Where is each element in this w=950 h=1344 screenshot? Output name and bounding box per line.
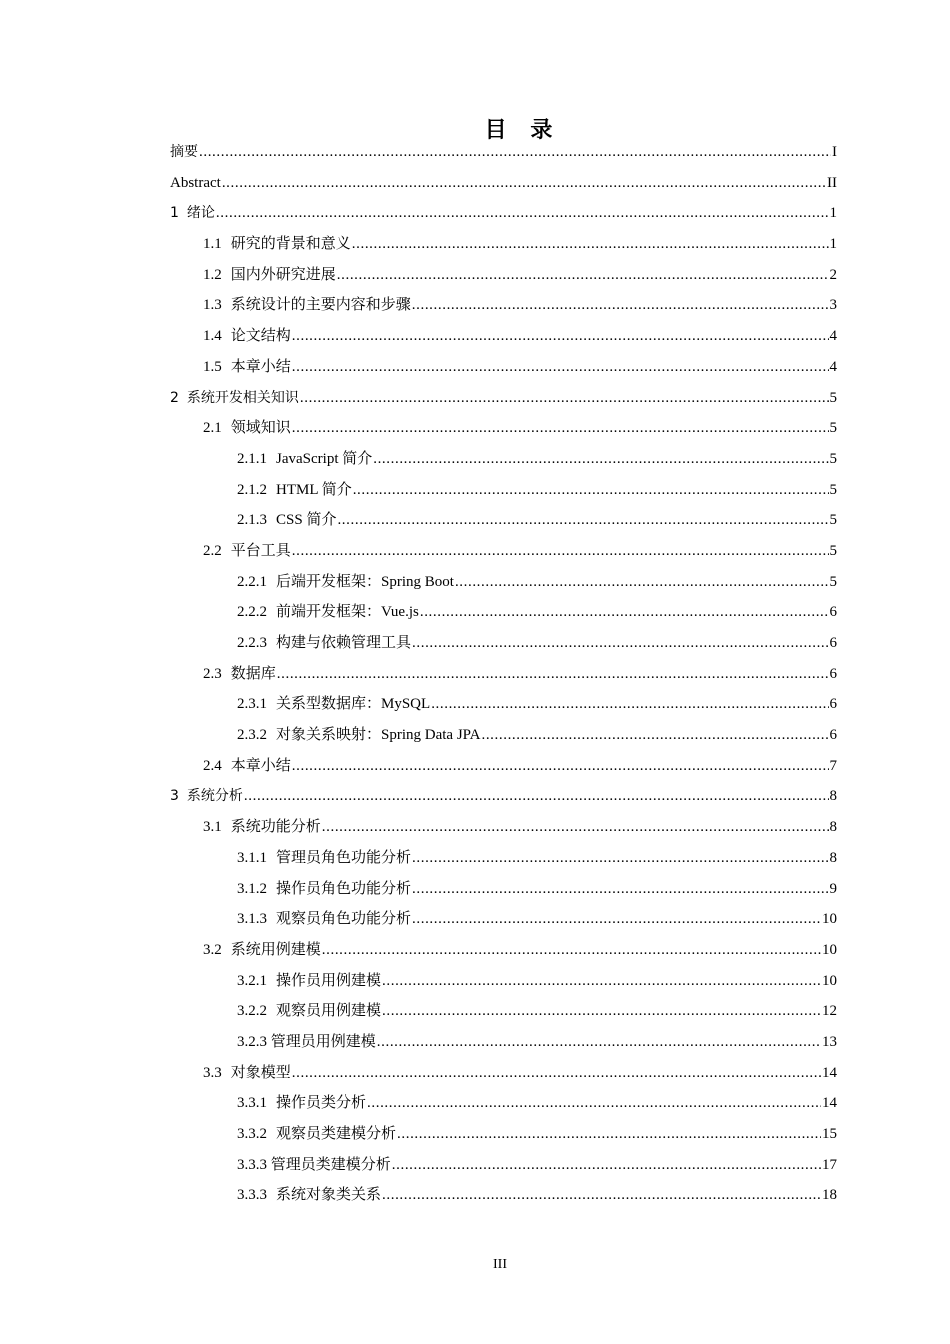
toc-entry-page: 5: [829, 542, 837, 559]
toc-entry-number: 2.2: [203, 542, 222, 559]
toc-dot-leader: [412, 874, 828, 905]
toc-entry-page: 1: [829, 236, 837, 253]
toc-entry-label: 系统对象类关系: [276, 1187, 382, 1204]
toc-dot-leader: [481, 720, 828, 751]
toc-entry-page: 4: [829, 328, 837, 345]
toc-entry-label: 绪论: [186, 205, 215, 222]
toc-entry-number: 3: [170, 788, 179, 805]
toc-dot-leader: [277, 659, 829, 690]
toc-entry-number: 3.2.1: [237, 972, 267, 989]
toc-entry-page: 5: [829, 450, 837, 467]
toc-entry[interactable]: [170, 996, 837, 1027]
toc-dot-leader: [367, 1088, 821, 1119]
toc-dot-leader: [322, 812, 829, 843]
toc-dot-leader: [292, 413, 829, 444]
toc-dot-leader: [353, 475, 829, 506]
toc-entry-number: 3.3.3: [237, 1187, 267, 1204]
toc-entry-label: 操作员角色功能分析: [276, 880, 412, 897]
toc-entry-page: 2: [829, 266, 837, 283]
toc-entry[interactable]: [170, 137, 837, 168]
toc-entry-number: 1.5: [203, 358, 222, 375]
toc-entry[interactable]: [170, 966, 837, 997]
toc-dot-leader: [216, 198, 829, 229]
toc-entry[interactable]: [170, 659, 837, 690]
toc-entry-page: 9: [829, 880, 837, 897]
toc-entry[interactable]: [170, 567, 837, 598]
toc-dot-leader: [382, 966, 821, 997]
toc-entry-number: 1.1: [203, 236, 222, 253]
toc-entry-label: 摘要: [170, 144, 198, 160]
toc-entry-number: 2.2.3: [237, 635, 267, 651]
toc-dot-leader: [292, 321, 829, 352]
toc-entry[interactable]: [170, 536, 837, 567]
toc-entry-number: 2: [170, 389, 179, 406]
toc-entry-number: 3.1: [203, 819, 222, 836]
toc-entry-number: 3.1.3: [237, 911, 267, 928]
toc-dot-leader: [412, 904, 821, 935]
toc-entry-label: 本章小结: [230, 757, 291, 774]
toc-entry[interactable]: [170, 904, 837, 935]
toc-entry-page: 17: [822, 1156, 837, 1173]
toc-entry[interactable]: [170, 689, 837, 720]
toc-entry-label: 数据库: [230, 665, 276, 682]
toc-entry-number: 2.1.1: [237, 450, 267, 467]
toc-entry-number: 1: [170, 205, 179, 222]
toc-entry-label: HTML 简介: [276, 481, 352, 498]
toc-entry-label: 系统功能分析: [230, 819, 321, 836]
toc-entry-label: 关系型数据库：MySQL: [276, 696, 431, 713]
page-number: III: [493, 1257, 507, 1272]
toc-dot-leader: [337, 260, 829, 291]
toc-entry[interactable]: [170, 290, 837, 321]
toc-entry-number: 1.4: [203, 328, 222, 345]
toc-entry[interactable]: [170, 781, 837, 812]
toc-entry[interactable]: [170, 1058, 837, 1089]
toc-entry-page: 8: [829, 788, 837, 805]
toc-entry-page: 8: [829, 819, 837, 836]
toc-entry-label: 3.2.3 管理员用例建模: [237, 1033, 376, 1050]
toc-entry-page: 5: [829, 573, 837, 590]
toc-entry-label: 系统分析: [186, 788, 243, 805]
toc-entry-page: I: [832, 144, 837, 160]
toc-entry-number: 1.3: [203, 297, 222, 314]
table-of-contents: [170, 137, 837, 1211]
toc-entry-number: 3.2: [203, 941, 222, 958]
toc-entry[interactable]: [170, 383, 837, 414]
toc-entry[interactable]: [170, 843, 837, 874]
toc-entry-number: 3.3.2: [237, 1126, 267, 1142]
toc-entry-page: 6: [829, 727, 837, 744]
toc-entry-page: 4: [829, 358, 837, 375]
toc-entry-label: 论文结构: [230, 328, 291, 345]
toc-dot-leader: [292, 352, 829, 383]
toc-entry-page: 5: [829, 389, 837, 406]
toc-entry-label: CSS 简介: [276, 512, 337, 529]
toc-entry-number: 2.3.1: [237, 696, 267, 713]
toc-dot-leader: [431, 689, 828, 720]
toc-entry[interactable]: [170, 720, 837, 751]
toc-dot-leader: [292, 1058, 821, 1089]
toc-entry[interactable]: [170, 198, 837, 229]
toc-entry-page: 6: [829, 665, 837, 682]
toc-dot-leader: [322, 935, 821, 966]
toc-entry-page: 1: [829, 205, 837, 222]
toc-entry-number: 2.1: [203, 420, 222, 437]
toc-entry-number: 2.3: [203, 665, 222, 682]
toc-dot-leader: [222, 168, 826, 199]
toc-entry[interactable]: [170, 874, 837, 905]
toc-entry-number: 3.3.1: [237, 1095, 267, 1112]
toc-entry[interactable]: [170, 1088, 837, 1119]
toc-entry-label: JavaScript 简介: [276, 450, 373, 467]
toc-entry-label: 本章小结: [230, 358, 291, 375]
toc-entry[interactable]: [170, 229, 837, 260]
toc-entry-label: 后端开发框架：Spring Boot: [276, 573, 454, 590]
toc-entry-label: 国内外研究进展: [230, 266, 336, 283]
toc-entry[interactable]: [170, 260, 837, 291]
toc-dot-leader: [455, 567, 829, 598]
toc-entry-number: 1.2: [203, 266, 222, 283]
toc-entry-page: 18: [822, 1187, 837, 1204]
toc-dot-leader: [382, 1180, 821, 1211]
toc-entry-number: 2.1.3: [237, 512, 267, 529]
toc-entry-label: 构建与依赖管理工具: [276, 635, 412, 651]
toc-entry-label: 观察员用例建模: [276, 1003, 382, 1020]
toc-entry-page: 12: [822, 1003, 837, 1020]
toc-entry-page: 6: [829, 696, 837, 713]
toc-entry-label: 对象模型: [230, 1064, 291, 1081]
toc-dot-leader: [373, 444, 828, 475]
toc-entry-label: 研究的背景和意义: [230, 236, 351, 253]
toc-entry-page: 15: [822, 1126, 837, 1142]
toc-dot-leader: [382, 996, 821, 1027]
toc-entry-page: II: [827, 174, 837, 191]
toc-dot-leader: [392, 1150, 821, 1181]
toc-entry-label: 系统开发相关知识: [186, 389, 299, 406]
toc-entry[interactable]: [170, 751, 837, 782]
toc-entry-page: 5: [829, 420, 837, 437]
toc-dot-leader: [292, 536, 829, 567]
toc-entry-label: 领域知识: [230, 420, 291, 437]
toc-entry-page: 3: [829, 297, 837, 314]
toc-entry-number: 3.2.2: [237, 1003, 267, 1020]
toc-entry[interactable]: [170, 1027, 837, 1058]
toc-entry[interactable]: [170, 812, 837, 843]
toc-entry-label: 管理员角色功能分析: [276, 849, 412, 866]
toc-dot-leader: [412, 843, 828, 874]
toc-entry-label: 对象关系映射：Spring Data JPA: [276, 727, 481, 744]
toc-entry-number: 2.2.1: [237, 573, 267, 590]
toc-entry[interactable]: [170, 1150, 837, 1181]
toc-entry-page: 6: [829, 635, 837, 651]
toc-dot-leader: [397, 1119, 821, 1150]
toc-entry[interactable]: [170, 168, 837, 199]
toc-entry-page: 14: [822, 1095, 837, 1112]
toc-entry-page: 7: [829, 757, 837, 774]
toc-dot-leader: [292, 751, 829, 782]
toc-dot-leader: [199, 137, 831, 168]
toc-entry-page: 5: [829, 512, 837, 529]
toc-entry-number: 2.4: [203, 757, 222, 774]
toc-entry-page: 10: [822, 972, 837, 989]
toc-entry-number: 3.1.1: [237, 849, 267, 866]
toc-dot-leader: [420, 597, 829, 628]
toc-entry-page: 10: [822, 941, 837, 958]
toc-entry-page: 8: [829, 849, 837, 866]
toc-dot-leader: [412, 290, 829, 321]
toc-entry[interactable]: [170, 1119, 837, 1150]
toc-dot-leader: [300, 383, 829, 414]
toc-dot-leader: [337, 505, 828, 536]
toc-entry-page: 10: [822, 911, 837, 928]
toc-entry[interactable]: [170, 597, 837, 628]
toc-entry[interactable]: [170, 352, 837, 383]
page-title: 目 录: [484, 118, 561, 143]
toc-entry-page: 6: [829, 604, 837, 621]
toc-dot-leader: [244, 781, 829, 812]
toc-entry-label: 操作员类分析: [276, 1095, 367, 1112]
toc-entry-page: 13: [822, 1033, 837, 1050]
toc-entry-number: 3.1.2: [237, 880, 267, 897]
toc-entry-number: 2.1.2: [237, 481, 267, 498]
toc-entry-page: 14: [822, 1064, 837, 1081]
toc-entry-label: 系统用例建模: [230, 941, 321, 958]
toc-entry-label: 系统设计的主要内容和步骤: [230, 297, 411, 314]
toc-dot-leader: [352, 229, 829, 260]
toc-entry[interactable]: [170, 505, 837, 536]
toc-entry[interactable]: [170, 413, 837, 444]
toc-entry-label: 操作员用例建模: [276, 972, 382, 989]
toc-entry-page: 5: [829, 481, 837, 498]
toc-entry-label: 观察员角色功能分析: [276, 911, 412, 928]
toc-entry[interactable]: [170, 628, 837, 659]
toc-entry[interactable]: [170, 444, 837, 475]
toc-entry-label: 前端开发框架：Vue.js: [276, 604, 419, 621]
toc-entry-label: 平台工具: [230, 542, 291, 559]
toc-entry[interactable]: [170, 475, 837, 506]
toc-entry-label: 3.3.3 管理员类建模分析: [237, 1156, 391, 1173]
toc-entry-label: Abstract: [170, 174, 221, 191]
toc-entry[interactable]: [170, 935, 837, 966]
toc-entry[interactable]: [170, 1180, 837, 1211]
toc-entry-number: 2.3.2: [237, 727, 267, 744]
toc-entry[interactable]: [170, 321, 837, 352]
toc-dot-leader: [412, 628, 828, 659]
toc-entry-label: 观察员类建模分析: [276, 1126, 397, 1142]
toc-dot-leader: [377, 1027, 821, 1058]
toc-entry-number: 2.2.2: [237, 604, 267, 621]
toc-entry-number: 3.3: [203, 1064, 222, 1081]
